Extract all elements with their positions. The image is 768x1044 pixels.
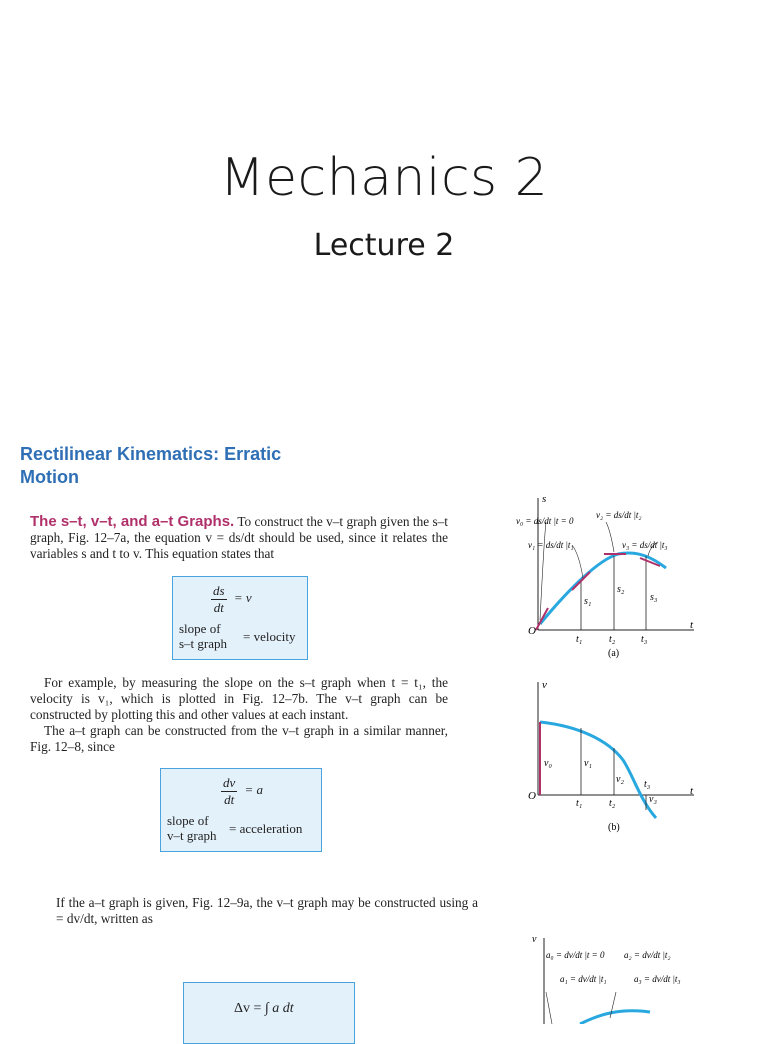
figure-caption-b: (b) xyxy=(608,822,620,833)
tick-t3: t₃ xyxy=(644,779,651,790)
tick-t1: t₁ xyxy=(576,798,583,809)
paragraph-text: To construct the v–t graph given the s–t graph, Fig. 12–7a, the equation v = ds/dt should be used, since it relates the variables s and t to v. This equation states that xyxy=(30,514,448,561)
equation-lhs: Δv = xyxy=(234,1001,262,1016)
annotation-v0: v₀ = ds/dt |t = 0 xyxy=(516,516,574,526)
equation-rhs: = a xyxy=(244,782,264,798)
equation-label-rhs: = acceleration xyxy=(229,821,303,836)
equation-box-velocity xyxy=(172,576,308,660)
tick-t3: t₃ xyxy=(641,634,648,645)
v-t-curve xyxy=(540,722,656,818)
equation-label-rhs: = velocity xyxy=(243,629,296,644)
label-v3: v₃ xyxy=(649,794,657,805)
t-axis-label: t xyxy=(690,619,694,631)
tick-t2: t₂ xyxy=(609,798,616,809)
label-v2: v₂ xyxy=(616,774,624,785)
tick-t1: t₁ xyxy=(576,634,583,645)
leader-v1 xyxy=(572,545,583,578)
v-axis-label: v xyxy=(542,679,547,691)
equation-box-acceleration xyxy=(160,768,322,852)
figure-v-t-graph xyxy=(508,670,708,840)
v-t-curve xyxy=(580,1011,650,1024)
paragraph-slope-example: For example, by measuring the slope on the s–t graph when t = t₁, the velocity is v₁, which is plotted in Fig. 12–7b. The v–t graph can be constructed by plotting this and other values at each instant. xyxy=(30,675,448,722)
tick-t2: t₂ xyxy=(609,634,616,645)
v-axis-label: v xyxy=(532,934,537,945)
paragraph-graphs-intro xyxy=(30,514,448,562)
equation-rhs: = v xyxy=(233,590,252,606)
label-s1: s₁ xyxy=(584,596,592,607)
slide-title: Mechanics 2 xyxy=(219,148,549,208)
annotation-a1: a₁ = dv/dt |t₁ xyxy=(560,974,607,984)
leader-v2 xyxy=(606,522,614,552)
paragraph-lead: The s–t, v–t, and a–t Graphs. xyxy=(30,513,235,530)
annotation-a2: a₂ = dv/dt |t₂ xyxy=(624,950,671,960)
annotation-a0: a₀ = dv/dt |t = 0 xyxy=(546,950,605,960)
paragraph-a-t-given: If the a–t graph is given, Fig. 12–9a, the v–t graph may be constructed using a = dv/dt, written as xyxy=(56,895,478,926)
fraction-ds-dt: $\frac{ds}{dt}$ xyxy=(213,583,225,615)
slide-subtitle: Lecture 2 xyxy=(313,228,455,263)
origin-label: O xyxy=(528,625,536,637)
annotation-v3: v₃ = ds/dt |t₃ xyxy=(622,540,668,550)
label-s2: s₂ xyxy=(617,584,625,595)
label-v0: v₀ xyxy=(544,758,552,769)
s-axis-label: s xyxy=(542,493,547,505)
equation-label: slope of v–t graph xyxy=(167,813,217,843)
equation-integral: ∫ a dt xyxy=(264,1001,294,1016)
annotation-v1: v₁ = ds/dt |t₁ xyxy=(528,540,574,550)
annotation-v2: v₂ = ds/dt |t₂ xyxy=(596,510,642,520)
equation-box-delta-v xyxy=(183,982,355,1044)
figure-caption-a: (a) xyxy=(608,648,620,659)
annotation-a3: a₃ = dv/dt |t₃ xyxy=(634,974,681,984)
leader-v0 xyxy=(540,522,546,620)
origin-label: O xyxy=(528,790,536,802)
leader-a1 xyxy=(610,992,616,1018)
fraction-dv-dt: $\frac{dv}{dt}$ xyxy=(223,775,236,807)
equation-label: slope of s–t graph xyxy=(179,621,228,651)
s-t-curve xyxy=(540,553,666,624)
label-v1: v₁ xyxy=(584,758,592,769)
leader-a0 xyxy=(546,992,552,1024)
figure-v-t-graph-partial xyxy=(530,932,710,1024)
t-axis-label: t xyxy=(690,785,694,797)
figure-s-t-graph xyxy=(508,490,708,660)
label-s3: s₃ xyxy=(650,592,658,603)
section-heading: Rectilinear Kinematics: Erratic Motion xyxy=(20,444,282,487)
paragraph-a-t-graph: The a–t graph can be constructed from the v–t graph in a similar manner, Fig. 12–8, since xyxy=(30,723,448,754)
